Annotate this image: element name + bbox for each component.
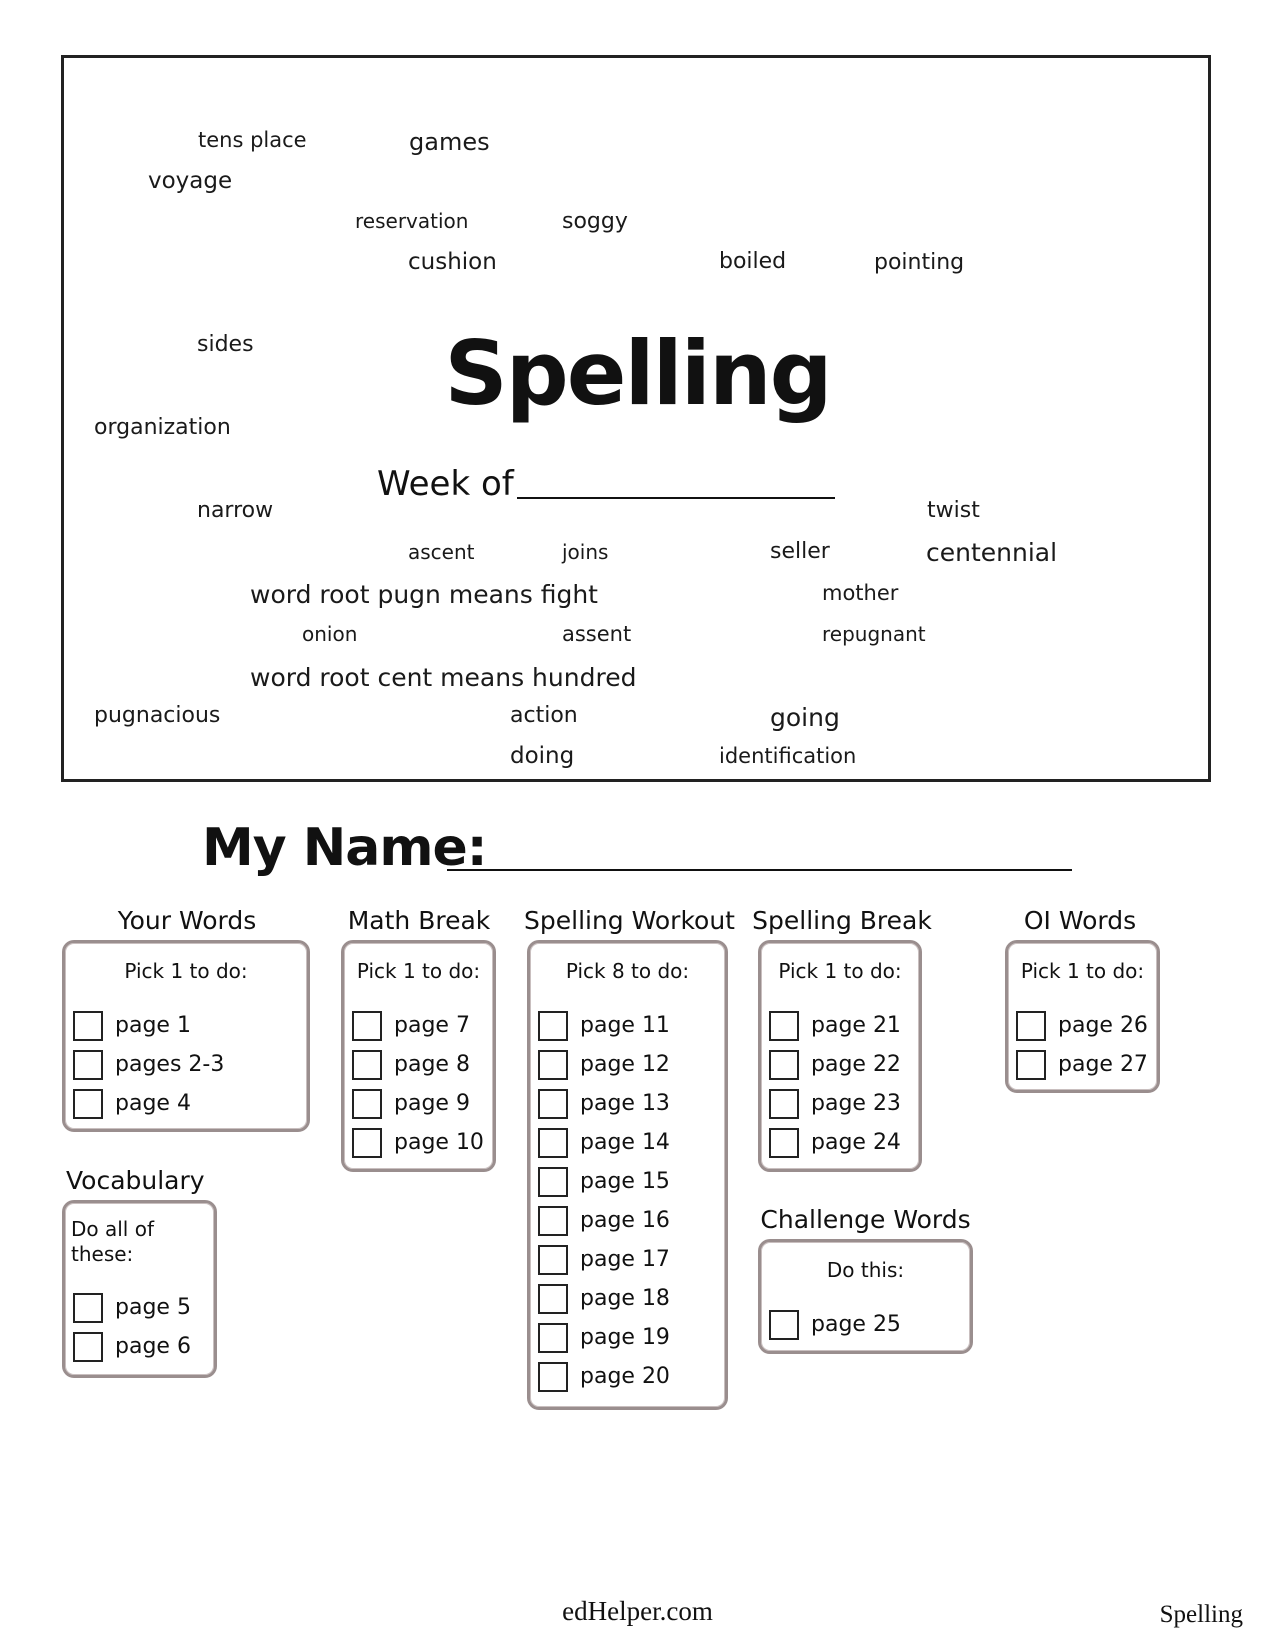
vocabulary-box [62, 1200, 217, 1378]
section-title-math-break: Math Break [347, 906, 491, 935]
checklist-item[interactable] [73, 1330, 191, 1364]
checklist-item[interactable] [1016, 1009, 1148, 1043]
word-item: repugnant [822, 622, 926, 646]
checkbox[interactable] [352, 1011, 382, 1041]
item-label: page 8 [394, 1052, 470, 1077]
checklist-item[interactable] [73, 1087, 191, 1121]
word-item: doing [510, 743, 575, 769]
instruction: Pick 1 to do: [778, 959, 902, 983]
checkbox[interactable] [538, 1050, 568, 1080]
instruction: Pick 1 to do: [1020, 959, 1145, 983]
word-item: action [510, 703, 578, 728]
checkbox[interactable] [769, 1310, 799, 1340]
item-label: page 20 [580, 1364, 670, 1389]
item-label: page 27 [1058, 1052, 1148, 1077]
checkbox[interactable] [73, 1011, 103, 1041]
section-title-spelling-break: Spelling Break [752, 906, 932, 935]
checkbox[interactable] [538, 1362, 568, 1392]
item-label: page 13 [580, 1091, 670, 1116]
checklist-item[interactable] [538, 1165, 670, 1199]
word-item: voyage [148, 168, 233, 194]
challenge-words-box [758, 1239, 973, 1354]
item-label: page 18 [580, 1286, 670, 1311]
checkbox[interactable] [73, 1050, 103, 1080]
item-label: page 6 [115, 1334, 191, 1359]
item-label: page 12 [580, 1052, 670, 1077]
checkbox[interactable] [538, 1245, 568, 1275]
footer-brand: edHelper.com [562, 1596, 713, 1626]
word-item: sides [197, 332, 254, 357]
word-item: narrow [197, 498, 274, 523]
checklist-item[interactable] [769, 1126, 901, 1160]
section-title-challenge-words: Challenge Words [760, 1205, 971, 1234]
spelling-break-box [758, 940, 922, 1172]
item-label: page 11 [580, 1013, 670, 1038]
item-label: page 1 [115, 1013, 191, 1038]
word-item: onion [302, 622, 358, 646]
item-label: page 19 [580, 1325, 670, 1350]
word-item: cushion [408, 249, 497, 275]
checklist-item[interactable] [352, 1009, 470, 1043]
checklist-item[interactable] [73, 1048, 224, 1082]
checklist-item[interactable] [73, 1009, 191, 1043]
section-title-spelling-workout: Spelling Workout [524, 906, 735, 935]
word-item: pugnacious [94, 703, 221, 728]
checklist-item[interactable] [538, 1243, 670, 1277]
checkbox[interactable] [769, 1011, 799, 1041]
checklist-item[interactable] [769, 1009, 901, 1043]
word-item: twist [927, 498, 980, 523]
instruction: Pick 8 to do: [565, 959, 690, 983]
section-title-vocabulary: Vocabulary [66, 1166, 205, 1195]
word-item: assent [562, 622, 632, 646]
word-item: boiled [719, 249, 787, 274]
item-label: page 10 [394, 1130, 484, 1155]
checkbox[interactable] [538, 1011, 568, 1041]
item-label: page 4 [115, 1091, 191, 1116]
item-label: page 14 [580, 1130, 670, 1155]
word-item: joins [562, 540, 609, 564]
instruction: Do this: [826, 1258, 905, 1282]
checklist-item[interactable] [769, 1087, 901, 1121]
word-item: reservation [355, 209, 469, 233]
item-label: page 9 [394, 1091, 470, 1116]
math-break-box [341, 940, 496, 1172]
oi-words-box [1005, 940, 1160, 1093]
checklist-item[interactable] [538, 1360, 670, 1394]
footer-subject: Spelling [1159, 1601, 1243, 1628]
checkbox[interactable] [538, 1128, 568, 1158]
checkbox[interactable] [769, 1128, 799, 1158]
item-label: page 25 [811, 1312, 901, 1337]
checkbox[interactable] [769, 1050, 799, 1080]
checklist-item[interactable] [538, 1009, 670, 1043]
checkbox[interactable] [73, 1293, 103, 1323]
word-item: going [770, 703, 840, 732]
item-label: page 16 [580, 1208, 670, 1233]
word-item: organization [94, 415, 231, 440]
checklist-item[interactable] [538, 1087, 670, 1121]
checkbox[interactable] [538, 1167, 568, 1197]
checkbox[interactable] [538, 1089, 568, 1119]
checkbox[interactable] [352, 1050, 382, 1080]
item-label: page 17 [580, 1247, 670, 1272]
checkbox[interactable] [352, 1128, 382, 1158]
word-item: word root pugn means fight [250, 580, 598, 609]
checklist-item[interactable] [352, 1126, 484, 1160]
item-label: page 15 [580, 1169, 670, 1194]
item-label: page 23 [811, 1091, 901, 1116]
word-item: pointing [874, 250, 965, 275]
item-label: page 21 [811, 1013, 901, 1038]
word-item: soggy [562, 209, 628, 234]
checklist-item[interactable] [538, 1204, 670, 1238]
section-title-your-words: Your Words [117, 906, 257, 935]
checkbox[interactable] [538, 1284, 568, 1314]
section-title-oi-words: OI Words [1023, 906, 1137, 935]
page-title: Spelling [444, 322, 831, 425]
word-item: word root cent means hundred [250, 663, 637, 692]
item-label: pages 2-3 [115, 1052, 225, 1077]
word-item: centennial [926, 538, 1058, 567]
word-item: games [409, 128, 490, 156]
instruction: Pick 1 to do: [124, 959, 248, 983]
item-label: page 5 [115, 1295, 191, 1320]
instruction: Do all of these: [71, 1217, 154, 1266]
week-of-field[interactable] [517, 497, 835, 499]
checklist-item[interactable] [73, 1291, 191, 1325]
checklist-item[interactable] [538, 1321, 670, 1355]
spelling-workout-box [527, 940, 728, 1410]
checklist-item[interactable] [538, 1282, 670, 1316]
checklist-item[interactable] [769, 1308, 901, 1342]
item-label: page 24 [811, 1130, 901, 1155]
word-item: mother [822, 581, 899, 605]
instruction: Pick 1 to do: [356, 959, 481, 983]
checklist-item[interactable] [1016, 1048, 1148, 1082]
checklist-item[interactable] [769, 1048, 901, 1082]
checkbox[interactable] [352, 1089, 382, 1119]
checkbox[interactable] [769, 1089, 799, 1119]
word-item: tens place [198, 128, 307, 152]
your-words-box [62, 940, 310, 1132]
checklist-item[interactable] [538, 1126, 670, 1160]
item-label: page 22 [811, 1052, 901, 1077]
checklist-item[interactable] [352, 1048, 470, 1082]
week-of-label: Week of [377, 464, 514, 504]
word-item: ascent [408, 540, 475, 564]
checkbox[interactable] [73, 1332, 103, 1362]
word-item: identification [719, 744, 857, 768]
item-label: page 7 [394, 1013, 470, 1038]
checkbox[interactable] [538, 1206, 568, 1236]
item-label: page 26 [1058, 1013, 1148, 1038]
checklist-item[interactable] [538, 1048, 670, 1082]
name-label: My Name: [202, 818, 487, 878]
checkbox[interactable] [73, 1089, 103, 1119]
word-item: seller [770, 539, 830, 564]
checkbox[interactable] [1016, 1050, 1046, 1080]
checkbox[interactable] [1016, 1011, 1046, 1041]
name-field[interactable] [447, 869, 1072, 871]
checkbox[interactable] [538, 1323, 568, 1353]
checklist-item[interactable] [352, 1087, 470, 1121]
